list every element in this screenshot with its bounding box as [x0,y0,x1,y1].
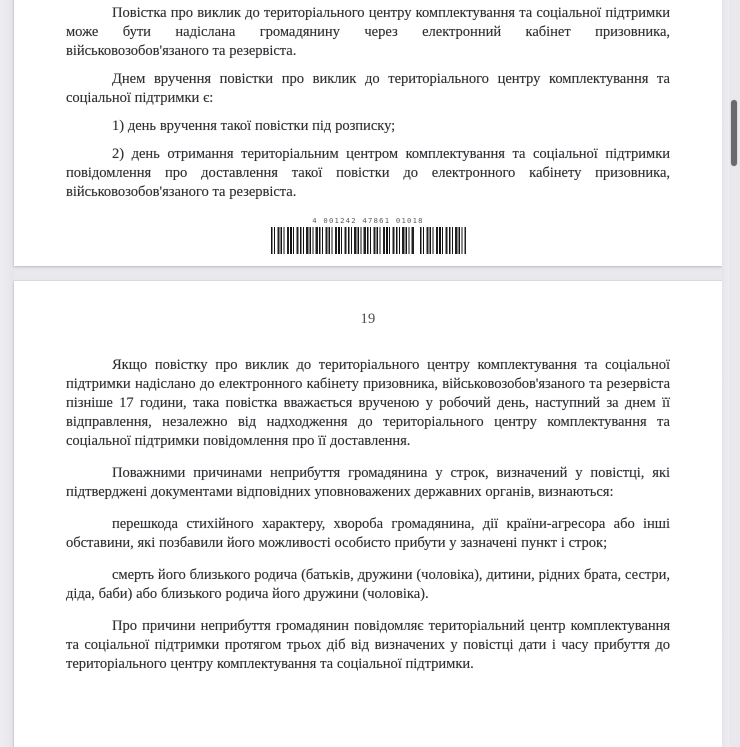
list-item: 1) день вручення такої повістки під розписку; [112,118,396,135]
scrollbar-track[interactable] [729,0,740,747]
document-page-1 [14,0,722,266]
barcode-bars-row [271,227,466,254]
scrollbar-thumb[interactable] [731,100,737,166]
barcode [66,216,670,254]
page-number: 19 [360,311,376,327]
paragraph: Повістка про виклик до територіального центру комплектування та соціальної підтримки може бути надіслана громадянину через електронний кабінет призовника, військовозобов'язаного та резервіста. [66,5,670,60]
list-item: 2) день отримання територіальним центром комплектування та соціальної підтримки повідомлення про доставлення такої повістки до електронного кабінету призовника, військовозобов'язаного та резервіста. [66,146,670,201]
barcode-bars-right [420,227,466,254]
paragraph: Про причини неприбуття громадянин повідомляє територіальний центр комплектування та соціальної підтримки протягом трьох діб від визначених у повістці дати і часу прибуття до територіального центру комплектування та соціальної підтримки. [66,618,670,673]
paragraph: Якщо повістку про виклик до територіального центру комплектування та соціальної підтримки надіслано до електронного кабінету призовника, військовозобов'язаного та резервіста пізніше 17 години, така повістка вважається врученою у робочий день, наступний за днем її відправлення, незалежно від надходження до територіального центру комплектування та соціальної підтримки повідомлення про її доставлення. [66,357,670,450]
document-page-2 [14,281,722,747]
right-gutter [722,0,729,747]
left-gutter [0,0,14,747]
paragraph: перешкода стихійного характеру, хвороба громадянина, дії країни-агресора або інші обставини, які позбавили його можливості особисто прибути у зазначені пункт і строк; [66,516,670,552]
paragraph: смерть його близького родича (батьків, дружини (чоловіка), дитини, рідних брата, сестри, діда, баби) або близького родича його дружини (чоловіка). [66,567,670,603]
paragraph: Поважними причинами неприбуття громадянина у строк, визначений у повістці, які підтверджені документами відповідних уповноважених державних органів, визнаються: [66,465,670,501]
paragraph: Днем вручення повістки про виклик до територіального центру комплектування та соціальної підтримки є: [66,71,670,107]
barcode-digits: 4 001242 47861 01018 [312,216,424,226]
barcode-bars-left [271,227,414,254]
